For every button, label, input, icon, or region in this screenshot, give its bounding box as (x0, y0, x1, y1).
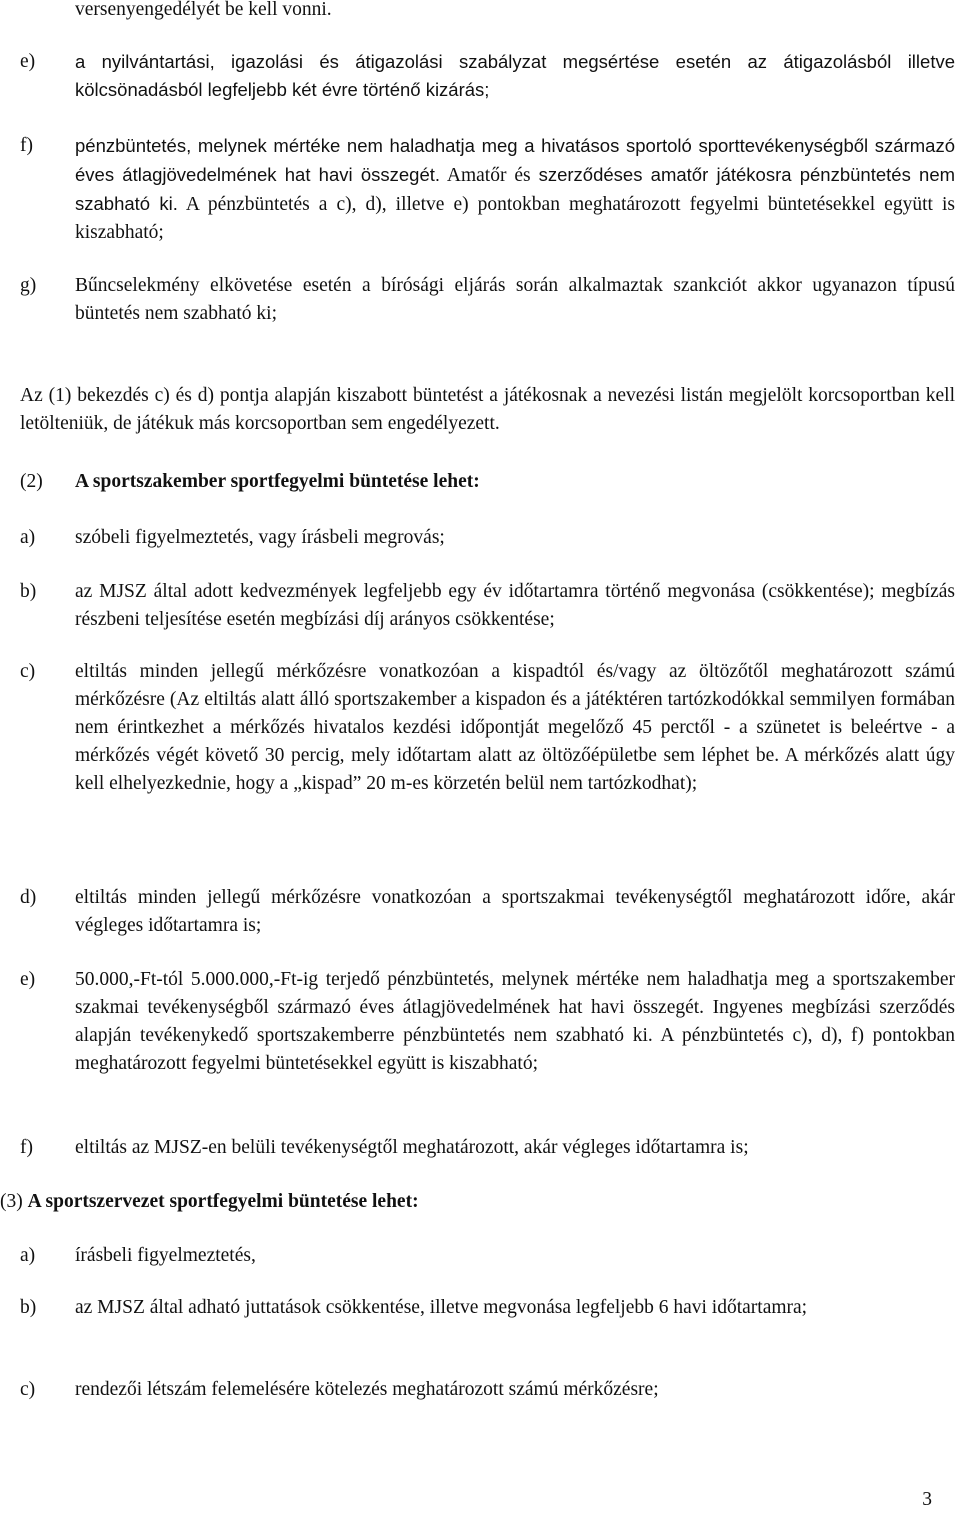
item-text: rendezői létszám felemelésére kötelezés meghatározott számú mérkőzésre; (75, 1379, 659, 1400)
item-label: c) (20, 1379, 36, 1400)
item-text: eltiltás minden jellegű mérkőzésre vonatkozóan a sportszakmai tevékenységtől meghatározott időre, akár végleges időtartamra is; (75, 887, 955, 936)
page-number: 3 (922, 1489, 932, 1510)
item-text-block (75, 132, 955, 247)
section-number: (3) (0, 1191, 23, 1212)
item-text: az MJSZ által adható juttatások csökkentése, illetve megvonása legfeljebb 6 havi időtartamra; (75, 1297, 808, 1318)
item-label: c) (20, 661, 36, 682)
item-label: b) (20, 581, 37, 602)
item-text: a nyilvántartási, igazolási és átigazolási szabályzat megsértése esetén az átigazolásból illetve kölcsönadásból legfeljebb két évre történő kizárás; (75, 51, 955, 100)
section-heading: A sportszakember sportfegyelmi büntetése lehet: (75, 471, 480, 492)
item-label: f) (20, 135, 33, 156)
item-text-part: szerződéses amatőr játékosra pénzbüntetés nem szabható ki. (75, 164, 956, 214)
item-text: eltiltás az MJSZ-en belüli tevékenységtől meghatározott, akár végleges időtartamra is; (75, 1137, 749, 1158)
item-label: e) (20, 51, 36, 72)
continuation-line: versenyengedélyét be kell vonni. (75, 0, 332, 20)
item-text: írásbeli figyelmeztetés, (75, 1245, 256, 1266)
item-label: e) (20, 969, 36, 990)
item-text: az MJSZ által adott kedvezmények legfeljebb egy év időtartamra történő megvonása (csökkentése); megbízás részbeni teljesítése esetén megbízási díj arányos csökkentése; (75, 581, 955, 630)
item-text: Bűncselekmény elkövetése esetén a bírósági eljárás során alkalmaztak szankciót akkor ugyanazon típusú büntetés nem szabható ki; (75, 275, 955, 324)
item-text-part: illetve e) pontokban meghatározott fegyelmi büntetésekkel együtt is kiszabható; (75, 194, 955, 243)
item-label: a) (20, 527, 36, 548)
item-text-part: Amatőr és (446, 165, 531, 186)
section-heading-row (0, 1188, 419, 1216)
item-text: 50.000,-Ft-tól 5.000.000,-Ft-ig terjedő pénzbüntetés, melynek mértéke nem haladhatja meg a sportszakember szakmai tevékenységből származó éves átlagjövedelmének hat havi összegét. Ingyenes megbízási szerződés alapján tevékenykedő sportszakemberre pénzbüntetés nem szabható ki. A pénzbüntetés c), d), f) pontokban meghatározott fegyelmi büntetésekkel együtt is kiszabható; (75, 969, 955, 1074)
item-text-part: A pénzbüntetés a c), d), (185, 194, 387, 215)
item-text: eltiltás minden jellegű mérkőzésre vonatkozóan a kispadtól és/vagy az öltözőtől meghatározott számú mérkőzésre (Az eltiltás alatt álló sportszakember a kispadon és a játéktéren tartózkodókkal semmilyen formában nem érintkezhet a mérkőzés hivatalos kezdési időpontját megelőző 45 perctől - a szünetet is beleértve - a mérkőzés végét követő 30 percig, mely időtartam alatt az öltözőépületbe sem léphet be. A mérkőzés alatt úgy kell elhelyezkednie, hogy a „kispad” 20 m-es körzetén belül nem tartózkodhat); (75, 661, 955, 794)
section-heading: A sportszervezet sportfegyelmi büntetése lehet: (27, 1191, 419, 1212)
item-text: szóbeli figyelmeztetés, vagy írásbeli megrovás; (75, 527, 445, 548)
item-label: b) (20, 1297, 37, 1318)
item-label: a) (20, 1245, 36, 1266)
item-text-part: pénzbüntetés, melynek mértéke nem haladhatja meg a hivatásos sportoló sporttevékenységből származó éves átlagjövedelmének hat havi összegét. (75, 135, 955, 185)
item-label: g) (20, 275, 37, 296)
item-label: d) (20, 887, 37, 908)
note-paragraph: Az (1) bekezdés c) és d) pontja alapján kiszabott büntetést a játékosnak a nevezési listán megjelölt korcsoportban kell letölteniük, de játékuk más korcsoportban sem engedélyezett. (20, 385, 955, 434)
section-number: (2) (20, 471, 43, 492)
item-label: f) (20, 1137, 33, 1158)
